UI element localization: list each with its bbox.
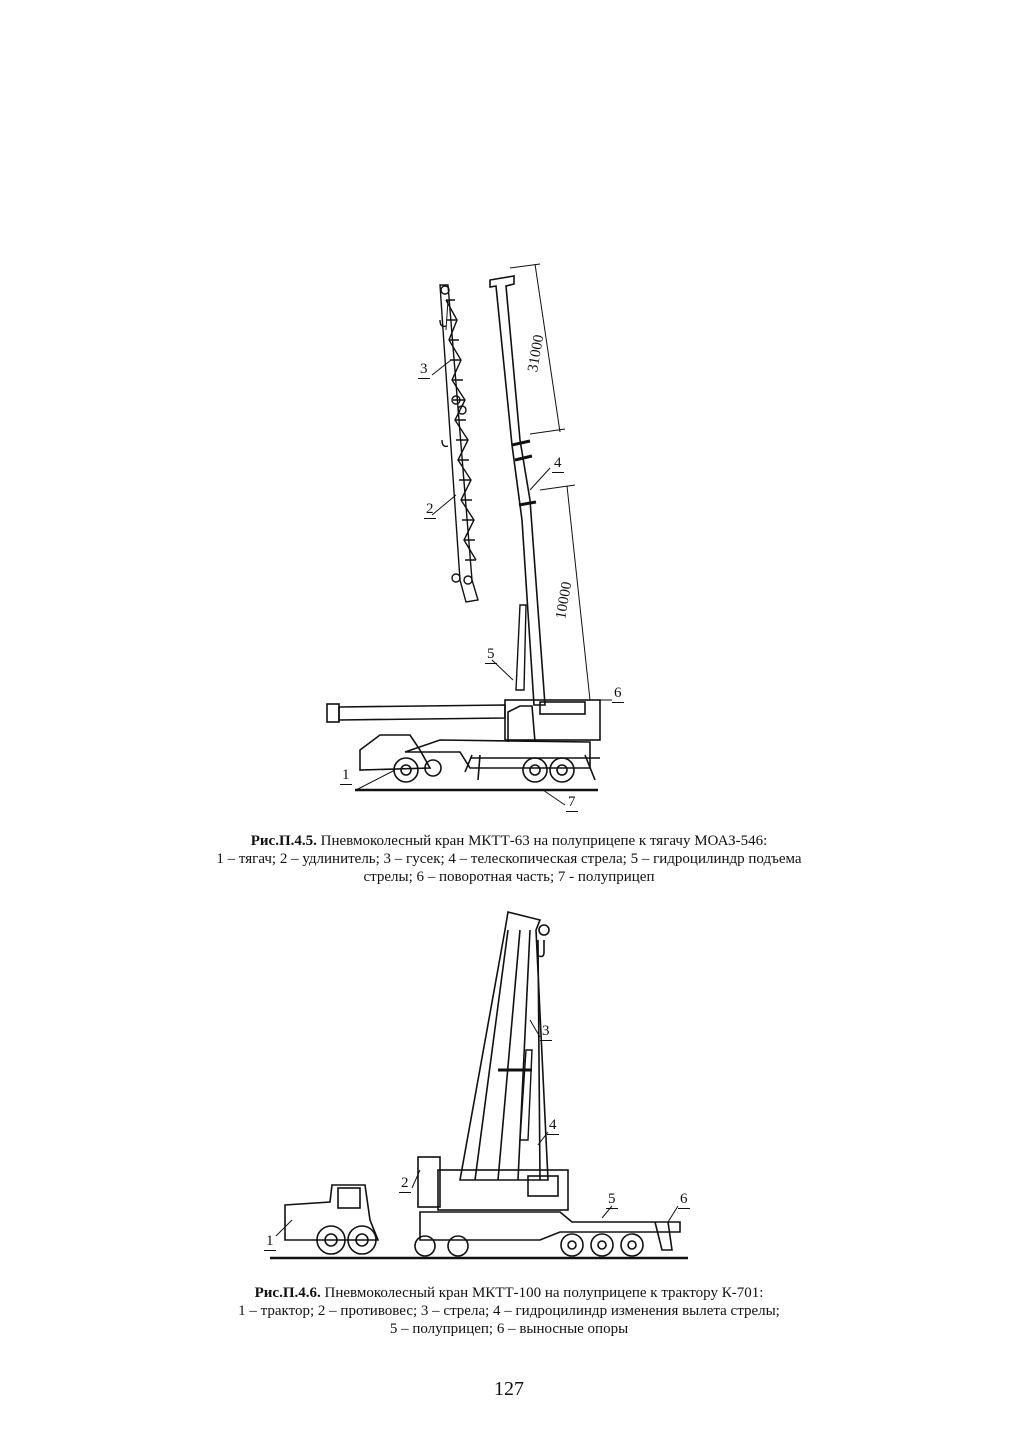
label-2: 2 [426, 501, 434, 517]
figure-2-caption [0, 1284, 1018, 1338]
dimension-lines [510, 264, 590, 700]
caption-title: Пневмоколесный кран МКТТ-100 на полуприцепе к трактору К-701: [324, 1285, 764, 1301]
caption-legend-line: 5 – полуприцеп; 6 – выносные опоры [389, 1321, 629, 1337]
label-1: 1 [342, 767, 350, 783]
caption-number: Рис.П.4.5. [250, 833, 317, 849]
label-6: 6 [680, 1191, 688, 1207]
crane-mktt100-drawing [0, 900, 1018, 1270]
label-6: 6 [614, 685, 622, 701]
counterweight [418, 1157, 440, 1207]
lattice-jib [440, 285, 478, 602]
label-3: 3 [542, 1023, 550, 1039]
dimension-10000: 10000 [553, 580, 576, 621]
label-3: 3 [420, 361, 428, 377]
figure-1-caption [0, 832, 1018, 886]
caption-legend-line: стрелы; 6 – поворотная часть; 7 - полуприцеп [363, 869, 655, 885]
boom [460, 912, 549, 1180]
label-5: 5 [487, 646, 495, 662]
label-4: 4 [554, 455, 562, 471]
page-number: 127 [494, 1378, 524, 1400]
label-1: 1 [266, 1233, 274, 1249]
label-2: 2 [401, 1175, 409, 1191]
caption-number: Рис.П.4.6. [254, 1285, 321, 1301]
caption-legend-line: 1 – трактор; 2 – противовес; 3 – стрела; 4 – гидроцилиндр изменения вылета стрелы; [238, 1303, 780, 1319]
tractor [285, 1185, 378, 1240]
label-5: 5 [608, 1191, 616, 1207]
label-4: 4 [549, 1117, 557, 1133]
caption-title: Пневмоколесный кран МКТТ-63 на полуприцепе к тягачу МОАЗ-546: [320, 833, 768, 849]
label-7: 7 [568, 794, 576, 810]
lift-cylinder [516, 605, 526, 690]
figure-2 [0, 900, 1018, 1270]
dimension-31000: 31000 [525, 333, 548, 374]
caption-legend-line: 1 – тягач; 2 – удлинитель; 3 – гусек; 4 – телескопическая стрела; 5 – гидроцилиндр подъема [216, 851, 802, 867]
